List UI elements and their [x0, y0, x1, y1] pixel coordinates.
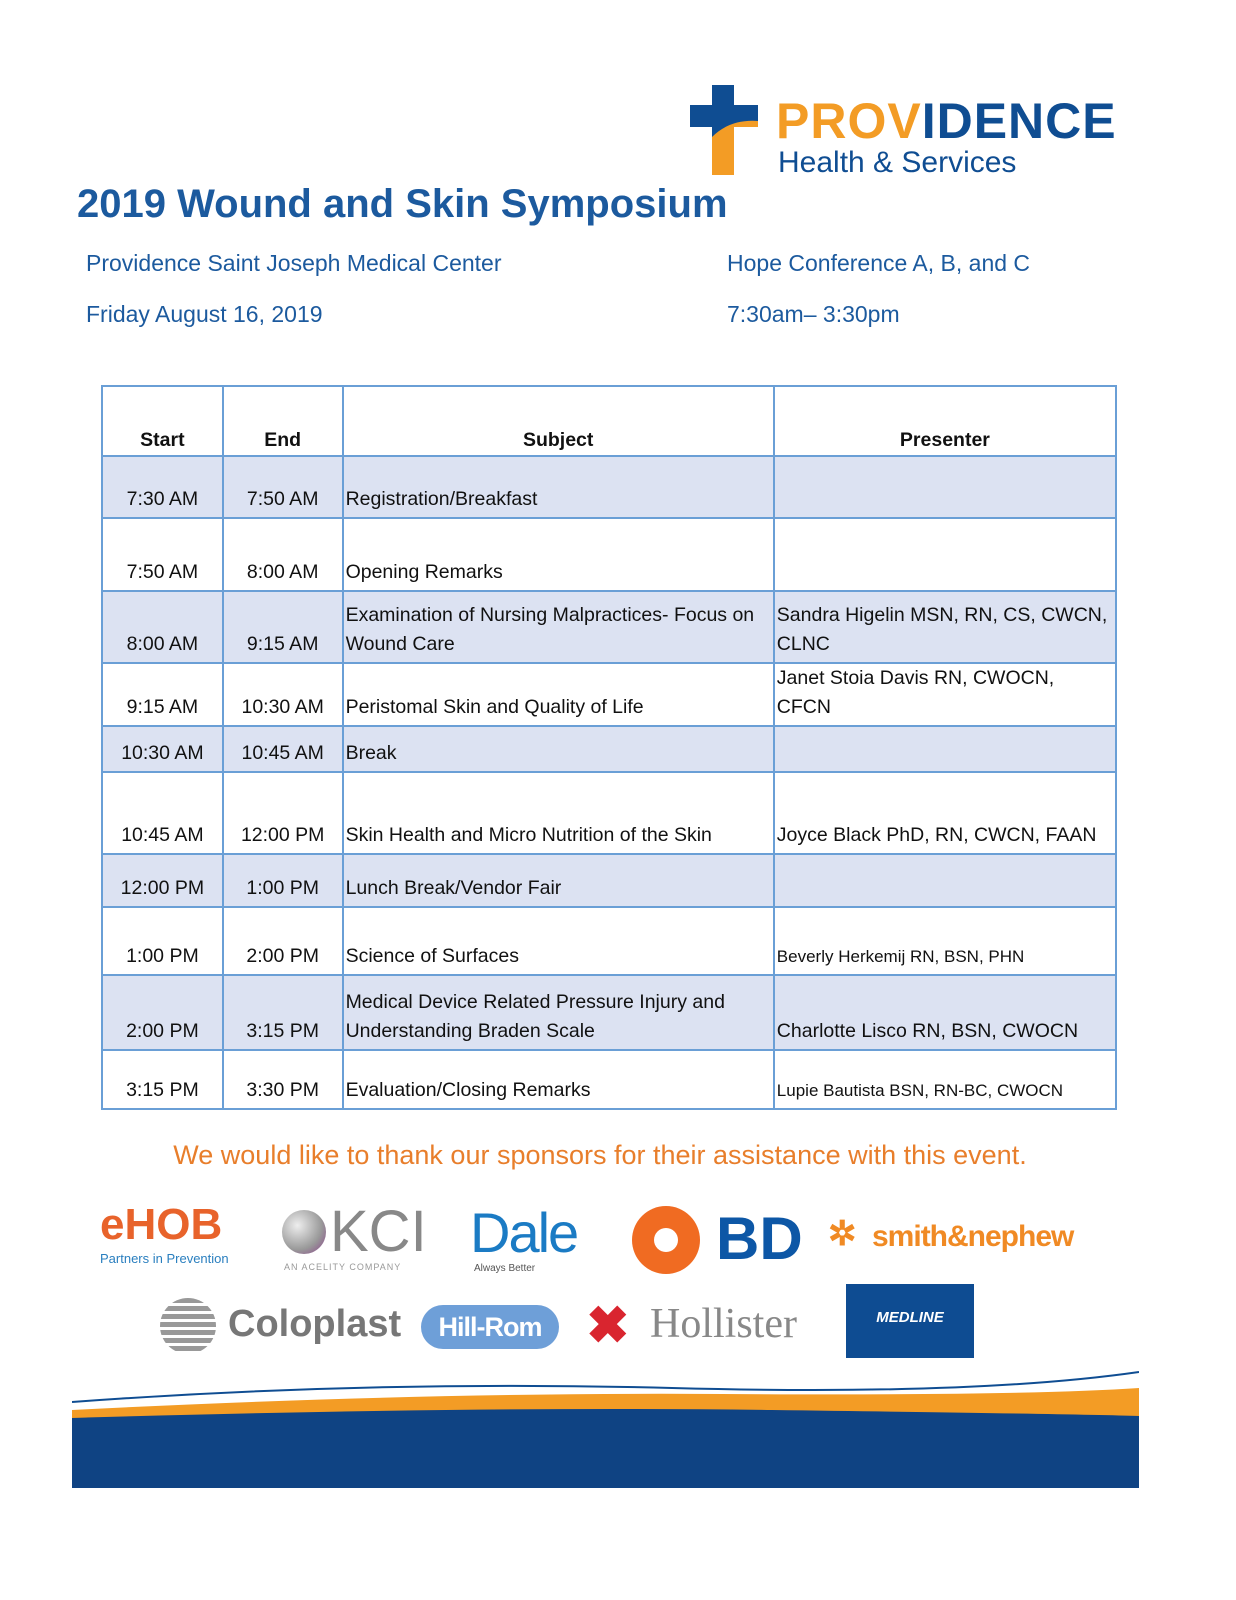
hollister-logo: Hollister — [650, 1301, 797, 1347]
cell-presenter: Lupie Bautista BSN, RN-BC, CWOCN — [774, 1050, 1116, 1109]
table-row — [102, 663, 1116, 726]
cell-subject: Break — [343, 726, 774, 772]
cell-end: 7:50 AM — [223, 456, 343, 518]
time: 7:30am– 3:30pm — [727, 301, 900, 327]
cell-end: 3:15 PM — [223, 975, 343, 1050]
smith-nephew-logo: smith&nephew — [872, 1220, 1074, 1253]
cell-end: 9:15 AM — [223, 591, 343, 663]
kci-logo: KCI — [330, 1199, 427, 1264]
cell-start: 7:30 AM — [102, 456, 223, 518]
cell-subject: Lunch Break/Vendor Fair — [343, 854, 774, 907]
table-row — [102, 591, 1116, 663]
table-row — [102, 854, 1116, 907]
cell-start: 3:15 PM — [102, 1050, 223, 1109]
cell-end: 3:30 PM — [223, 1050, 343, 1109]
header-end: End — [223, 386, 343, 456]
cell-presenter: Charlotte Lisco RN, BSN, CWOCN — [774, 975, 1116, 1050]
dale-tagline: Always Better — [474, 1263, 536, 1274]
cell-start: 8:00 AM — [102, 591, 223, 663]
cell-presenter — [774, 726, 1116, 772]
coloplast-globe-icon — [160, 1298, 216, 1354]
cell-start: 12:00 PM — [102, 854, 223, 907]
cell-start: 10:45 AM — [102, 772, 223, 854]
table-row — [102, 456, 1116, 518]
table-row — [102, 1050, 1116, 1109]
dale-logo: Dale — [470, 1201, 578, 1264]
cell-presenter: Janet Stoia Davis RN, CWOCN, CFCN — [774, 663, 1116, 726]
cell-presenter: Beverly Herkemij RN, BSN, PHN — [774, 907, 1116, 975]
medline-logo: MEDLINE — [846, 1284, 974, 1358]
providence-cross-logo-icon — [690, 85, 758, 175]
cell-subject: Examination of Nursing Malpractices- Focus on Wound Care — [343, 591, 774, 663]
room: Hope Conference A, B, and C — [727, 250, 1031, 276]
cell-end: 1:00 PM — [223, 854, 343, 907]
location: Providence Saint Joseph Medical Center — [86, 250, 502, 276]
bd-logo: BD — [716, 1205, 803, 1272]
bd-sun-icon — [632, 1206, 700, 1274]
table-row — [102, 772, 1116, 854]
cell-start: 2:00 PM — [102, 975, 223, 1050]
cell-end: 2:00 PM — [223, 907, 343, 975]
ehob-tagline: Partners in Prevention — [100, 1251, 229, 1266]
cell-end: 8:00 AM — [223, 518, 343, 591]
date: Friday August 16, 2019 — [86, 301, 323, 327]
table-row — [102, 907, 1116, 975]
header-presenter: Presenter — [774, 386, 1116, 456]
cell-presenter — [774, 518, 1116, 591]
page-title: 2019 Wound and Skin Symposium — [77, 182, 728, 226]
header-subject: Subject — [343, 386, 774, 456]
header-start: Start — [102, 386, 223, 456]
cell-presenter — [774, 456, 1116, 518]
kci-tagline: AN ACELITY COMPANY — [284, 1262, 402, 1272]
coloplast-logo: Coloplast — [228, 1303, 402, 1345]
cell-subject: Science of Surfaces — [343, 907, 774, 975]
cell-start: 7:50 AM — [102, 518, 223, 591]
hillrom-logo: Hill-Rom — [421, 1305, 559, 1349]
schedule-table — [101, 385, 1117, 1110]
providence-logo-subtitle: Health & Services — [778, 146, 1017, 179]
cell-subject: Opening Remarks — [343, 518, 774, 591]
cell-presenter — [774, 854, 1116, 907]
hollister-mark-icon: ✖ — [586, 1297, 630, 1355]
cell-start: 1:00 PM — [102, 907, 223, 975]
table-row — [102, 518, 1116, 591]
cell-start: 9:15 AM — [102, 663, 223, 726]
kci-sphere-icon — [282, 1210, 326, 1254]
cell-end: 12:00 PM — [223, 772, 343, 854]
cell-end: 10:30 AM — [223, 663, 343, 726]
sponsor-thanks: We would like to thank our sponsors for their assistance with this event. — [173, 1140, 1027, 1170]
cell-presenter: Joyce Black PhD, RN, CWCN, FAAN — [774, 772, 1116, 854]
table-row — [102, 975, 1116, 1050]
cell-start: 10:30 AM — [102, 726, 223, 772]
cell-presenter: Sandra Higelin MSN, RN, CS, CWCN, CLNC — [774, 591, 1116, 663]
providence-logo-text: PROVIDENCE — [776, 93, 1117, 149]
cell-subject: Evaluation/Closing Remarks — [343, 1050, 774, 1109]
ehob-logo: eHOB — [100, 1200, 223, 1249]
cell-subject: Medical Device Related Pressure Injury and Understanding Braden Scale — [343, 975, 774, 1050]
cell-subject: Registration/Breakfast — [343, 456, 774, 518]
cell-subject: Skin Health and Micro Nutrition of the Skin — [343, 772, 774, 854]
footer-wave-banner — [72, 1370, 1139, 1488]
cell-end: 10:45 AM — [223, 726, 343, 772]
smith-nephew-star-icon: ✲ — [828, 1215, 857, 1253]
cell-subject: Peristomal Skin and Quality of Life — [343, 663, 774, 726]
table-row — [102, 726, 1116, 772]
table-header — [102, 386, 1116, 456]
